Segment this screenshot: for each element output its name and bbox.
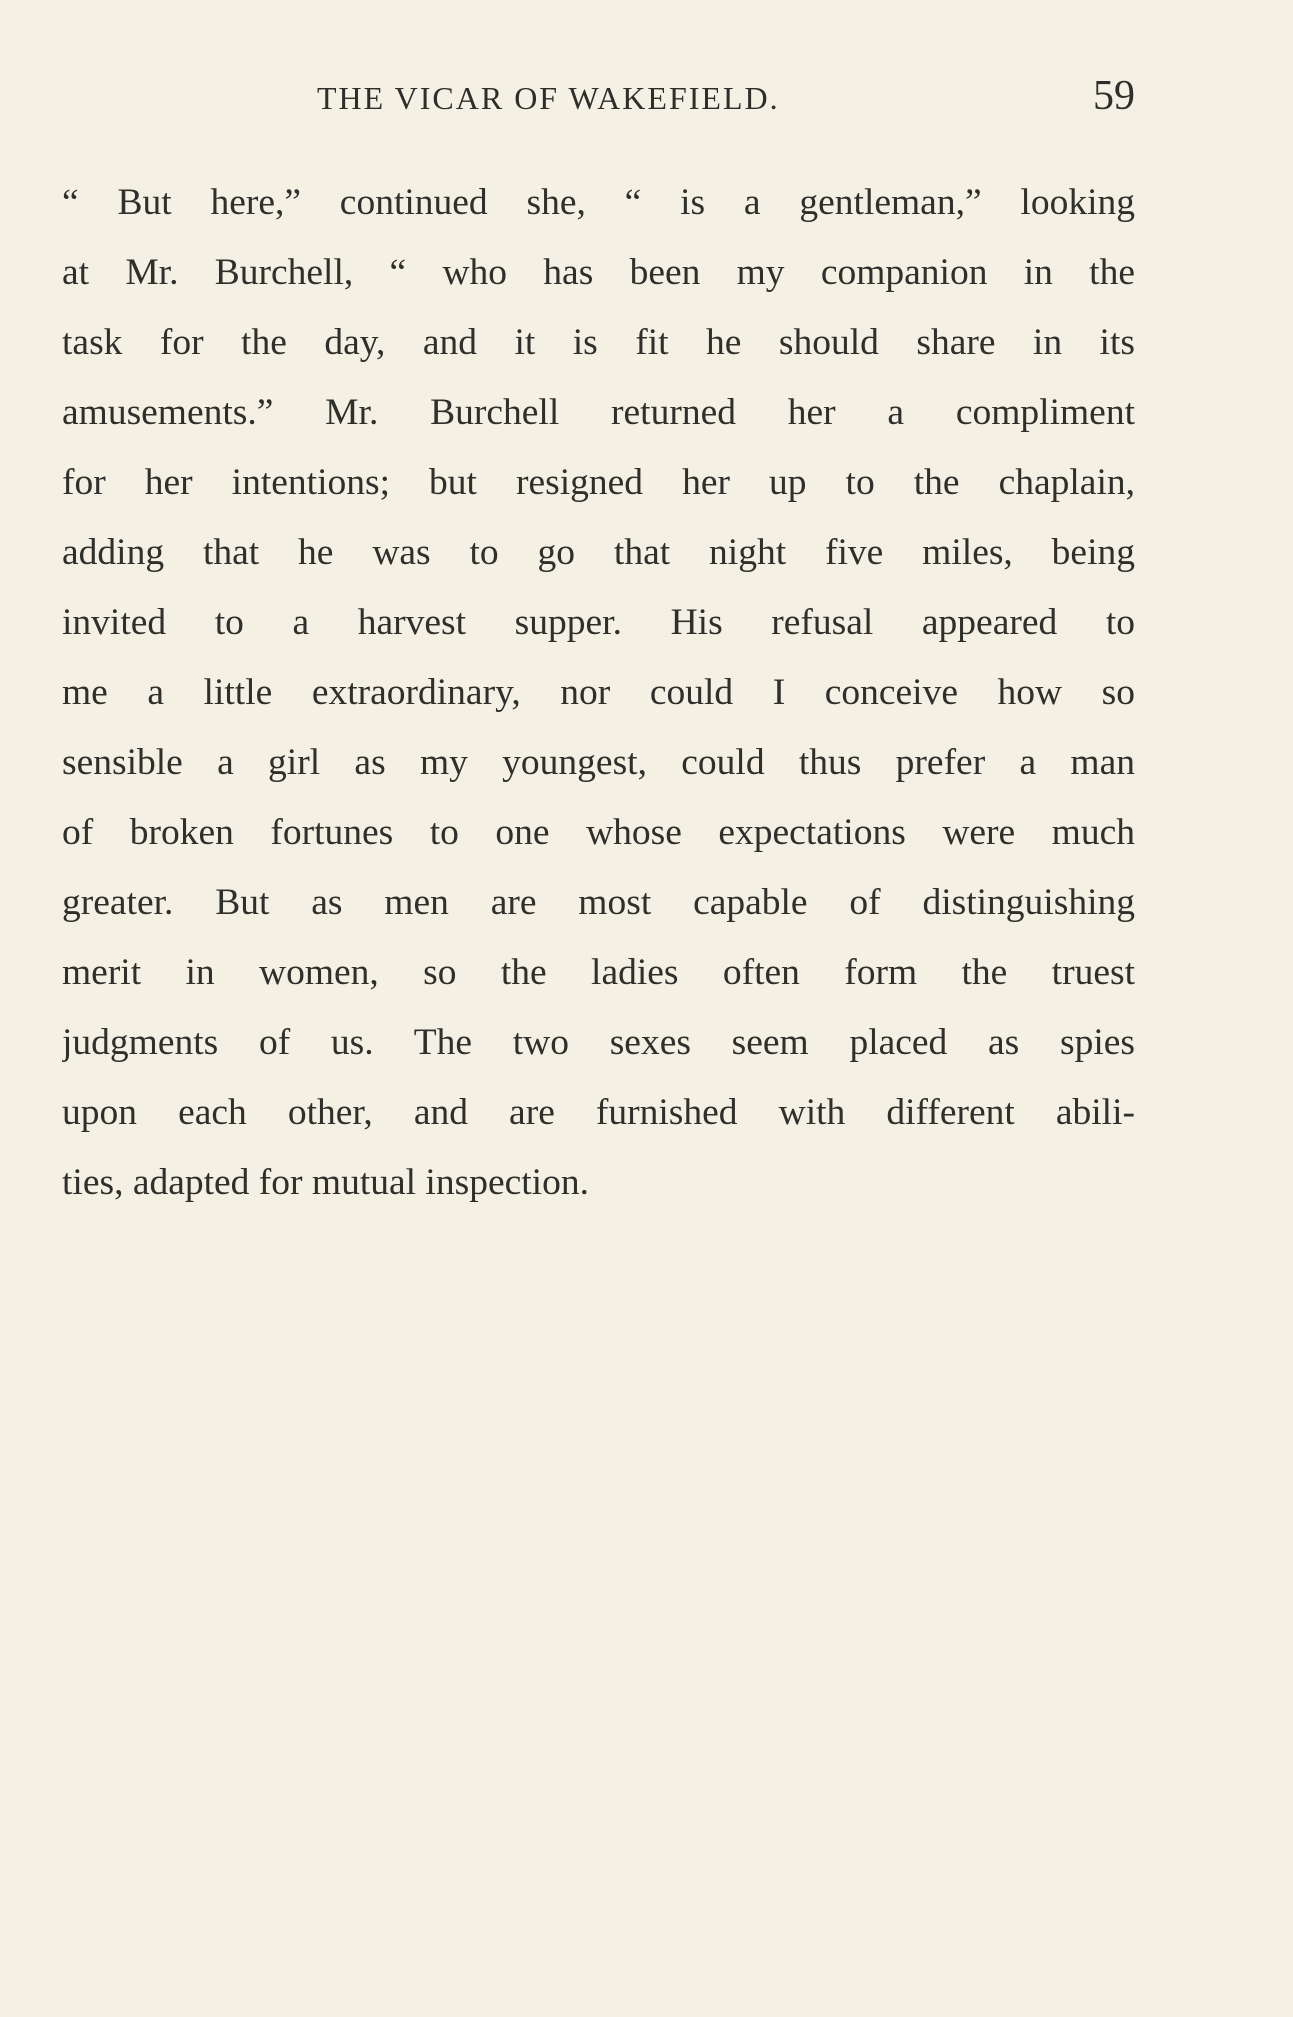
text-line: for her intentions; but resigned her up to the chaplain, <box>62 462 1135 503</box>
page-number: 59 <box>1093 73 1135 119</box>
text-line: sensible a girl as my youngest, could thus prefer a man <box>62 742 1135 783</box>
text-line: greater. But as men are most capable of distinguishing <box>62 882 1135 923</box>
text-line: merit in women, so the ladies often form the truest <box>62 952 1135 993</box>
text-line: upon each other, and are furnished with different abili- <box>62 1092 1135 1133</box>
text-line-last: ties, adapted for mutual inspection. <box>62 1162 589 1203</box>
text-line: invited to a harvest supper. His refusal appeared to <box>62 602 1135 643</box>
text-line: of broken fortunes to one whose expectations were much <box>62 812 1135 853</box>
text-line: at Mr. Burchell, “ who has been my companion in the <box>62 252 1135 293</box>
text-line: judgments of us. The two sexes seem placed as spies <box>62 1022 1135 1063</box>
text-line: me a little extraordinary, nor could I conceive how so <box>62 672 1135 713</box>
text-line: adding that he was to go that night five miles, being <box>62 532 1135 573</box>
page-header <box>62 72 1135 132</box>
body-paragraph <box>62 168 1135 1218</box>
running-title: THE VICAR OF WAKEFIELD. <box>317 80 780 116</box>
text-line: “ But here,” continued she, “ is a gentleman,” looking <box>62 182 1135 223</box>
text-line: task for the day, and it is fit he should share in its <box>62 322 1135 363</box>
text-line: amusements.” Mr. Burchell returned her a compliment <box>62 392 1135 433</box>
